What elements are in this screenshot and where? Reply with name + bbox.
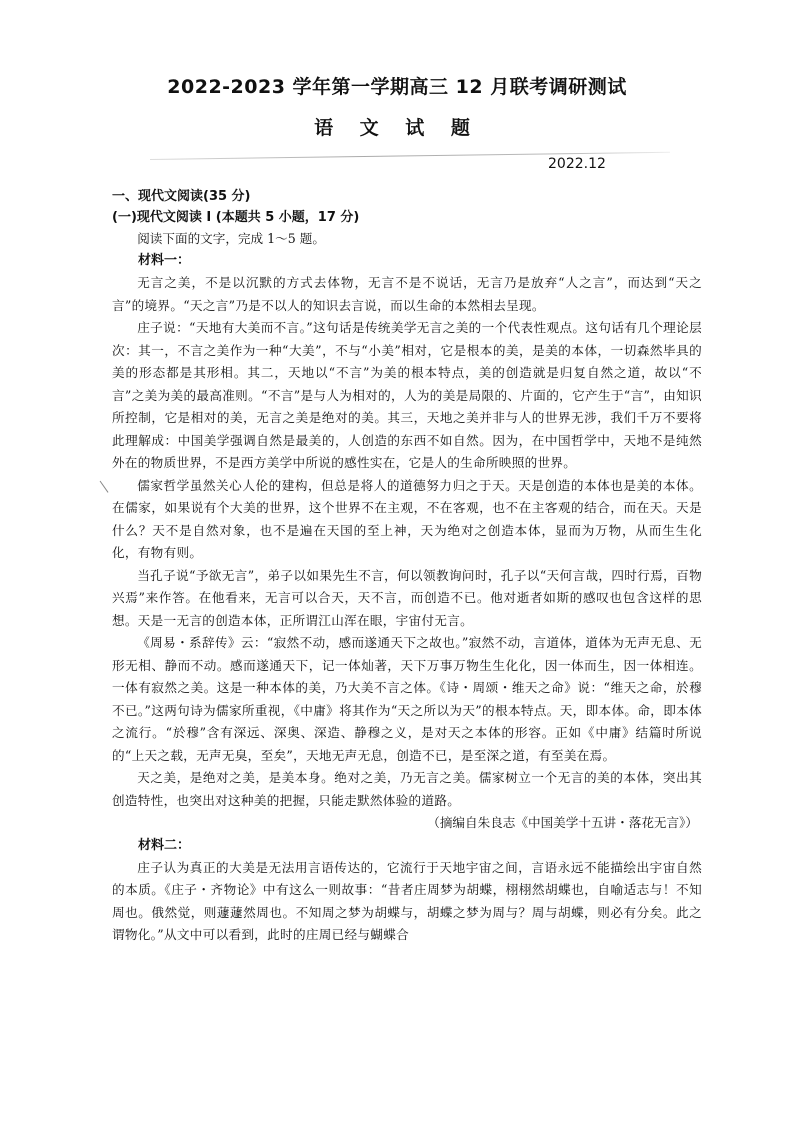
paragraph: 天之美，是绝对之美，是美本身。绝对之美，乃无言之美。儒家树立一个无言的美的本体，突出其创造特性，也突出对这种美的把握，只能走默然体验的道路。 [112, 770, 702, 808]
material-one-label: 材料一： [138, 253, 191, 268]
reading-instruction: 阅读下面的文字，完成 1～5 题。 [137, 231, 325, 246]
exam-date: 2022.12 [548, 156, 606, 172]
paragraph: 《周易・系辞传》云：“寂然不动，感而遂通天下之故也。”寂然不动，言道体，道体为无声无息、无形无相、静而不动。感而遂通天下，记一体灿著，天下万事万物生生化化，因一体而生，因一体相连。一体有寂然之美。这是一种本体的美，乃大美不言之体。《诗・周颂・维天之命》说：“维天之命，於穆不已。”这两句诗为儒家所重视，《中庸》将其作为“天之所以为天”的根本特点。天，即本体。命，即本体之流行。“於穆”含有深远、深奥、深造、静穆之义，是对天之本体的形容。正如《中庸》结篇时所说的“上天之载，无声无臭，至矣”，天地无声无息，创造不已，是至深之道，有至美在焉。 [112, 635, 702, 763]
section-heading: 一、现代文阅读(35 分) [112, 189, 251, 204]
exam-content [112, 186, 702, 947]
paragraph: 无言之美，不是以沉默的方式去体物，无言不是不说话，无言乃是放弃“人之言”，而达到“天之言”的境界。“天之言”乃是不以人的知识去言说，而以生命的本然相去呈现。 [112, 275, 702, 313]
paragraph: 儒家哲学虽然关心人伦的建构，但总是将人的道德努力归之于天。天是创造的本体也是美的本体。在儒家，如果说有个大美的世界，这个世界不在主观，不在客观，也不在主客观的结合，而在天。天是什么？天不是自然对象，也不是遍在天国的至上神，天为绝对之创造本体，显而为万物，从而生生化化，有物有则。 [112, 477, 702, 560]
paragraph: 当孔子说“予欲无言”，弟子以如果先生不言，何以领教询问时，孔子以“天何言哉，四时行焉，百物兴焉”来作答。在他看来，无言可以合天，天不言，而创造不已。他对逝者如斯的感叹也包含这样的思想。天是一无言的创造本体，正所谓江山浑在眼，宇宙付无言。 [112, 567, 702, 628]
material-two-label: 材料二： [138, 837, 191, 853]
subsection-heading: (一)现代文阅读 I (本题共 5 小题，17 分) [112, 210, 360, 225]
paragraph: 庄子认为真正的大美是无法用言语传达的，它流行于天地宇宙之间，言语永远不能描绘出宇宙自然的本质。《庄子・齐物论》中有这么一则故事：“昔者庄周梦为胡蝶，栩栩然胡蝶也，自喻适志与！不知周也。俄然觉，则蘧蘧然周也。不知周之梦为胡蝶与，胡蝶之梦为周与？周与胡蝶，则必有分矣。此之谓物化。”从文中可以看到，此时的庄周已经与蝴蝶合 [112, 859, 702, 942]
exam-title: 2022-2023 学年第一学期高三 12 月联考调研测试 [167, 76, 627, 98]
paragraph: 庄子说：“天地有大美而不言。”这句话是传统美学无言之美的一个代表性观点。这句话有几个理论层次：其一，不言之美作为一种“大美”，不与“小美”相对，它是根本的美，是美的本体，一切森然毕具的美的形态都是其形相。其二，天地以“不言”为美的根本特点，美的创造就是归复自然之道，故以“不言”之美为美的最高准则。“不言”是与人为相对的，人为的美是局限的、片面的，它产生于“言”，由知识所控制，它是相对的美，无言之美是绝对的美。其三，天地之美并非与人的世界无涉，我们千万不要将此理解成：中国美学强调自然是最美的，人创造的东西不如自然。因为，在中国哲学中，天地不是纯然外在的物质世界，不是西方美学中所说的感性实在，它是人的生命所映照的世界。 [112, 320, 702, 470]
source-citation: （摘编自朱良志《中国美学十五讲・落花无言》） [427, 815, 698, 830]
exam-subtitle: 语 文 试 题 [314, 117, 480, 139]
